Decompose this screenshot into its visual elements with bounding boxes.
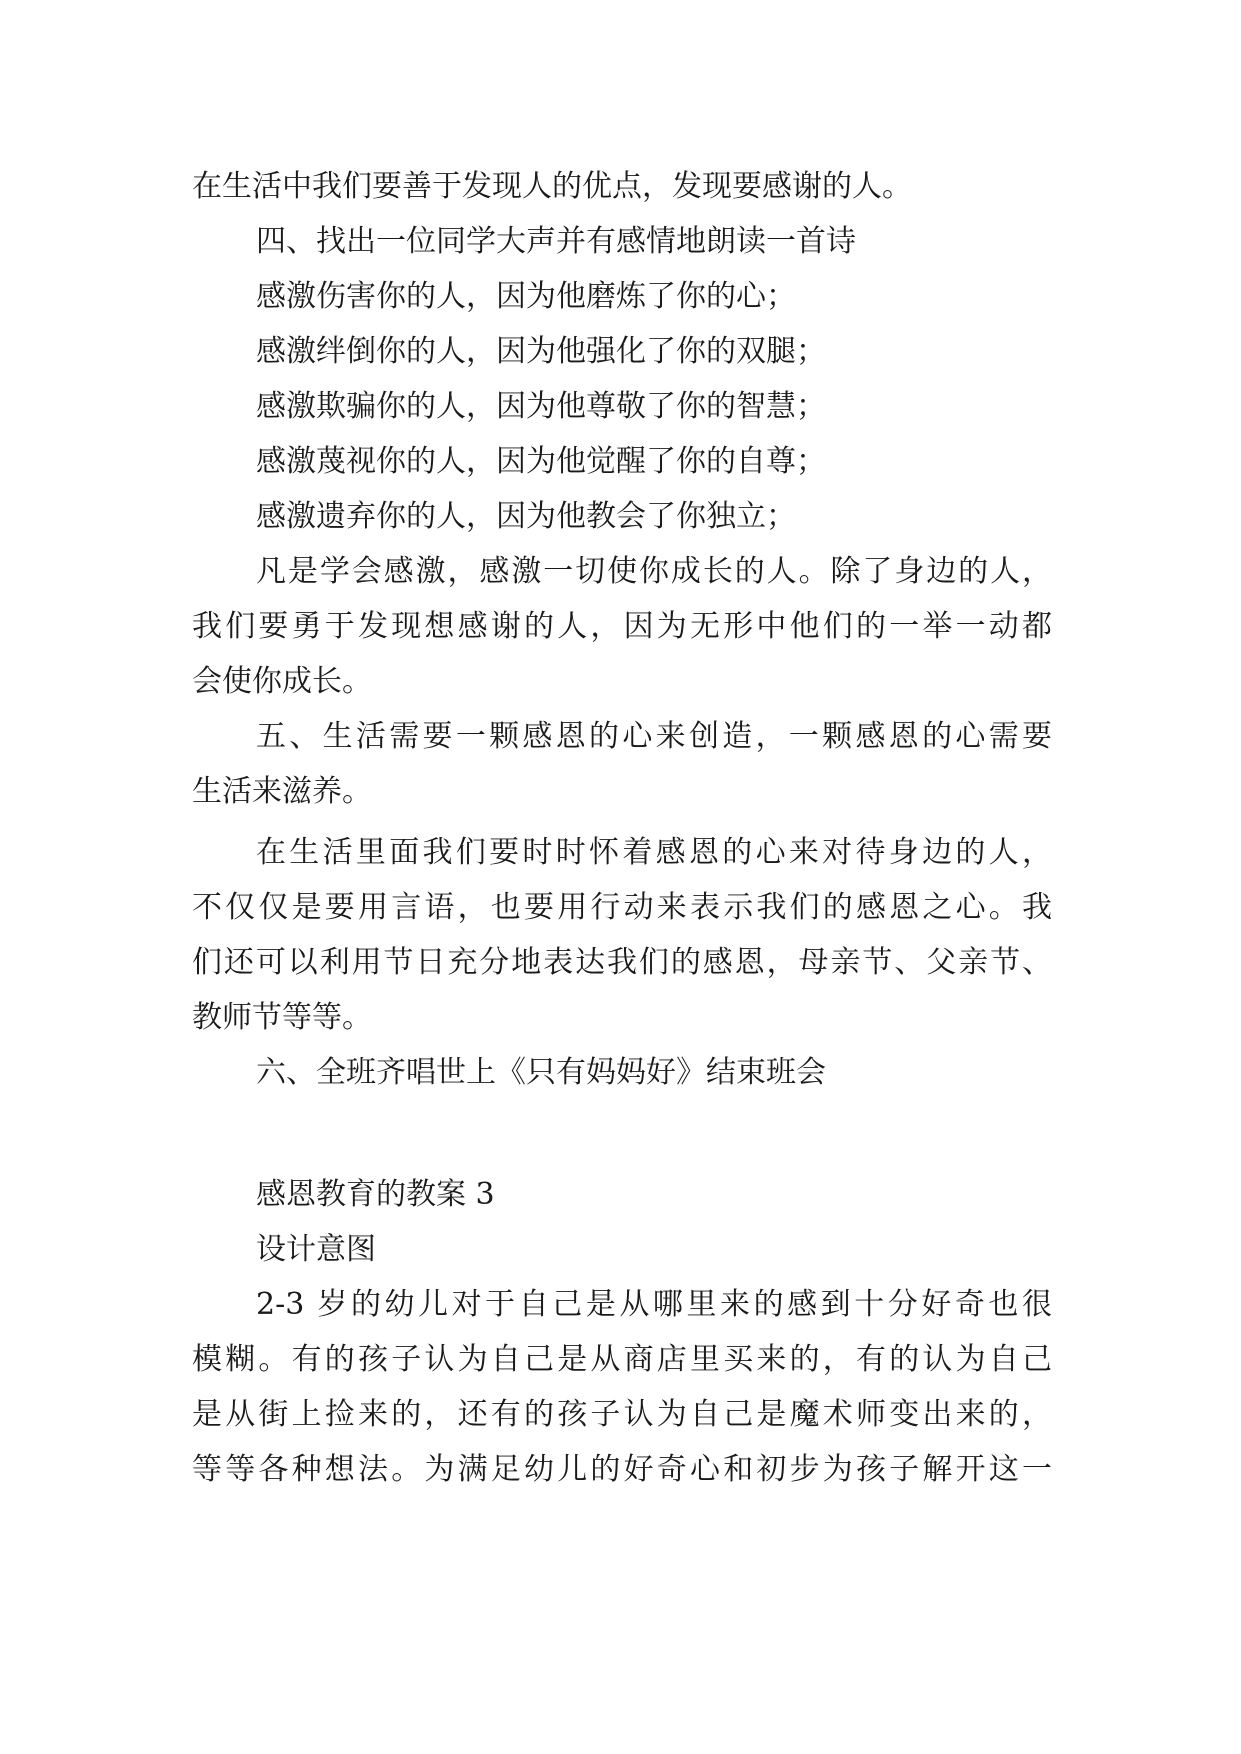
section-heading-4: 四、找出一位同学大声并有感情地朗读一首诗	[256, 224, 856, 259]
paragraph-line: 会使你成长。	[192, 664, 372, 699]
poem-line: 感激绊倒你的人，因为他强化了你的双腿；	[256, 334, 826, 369]
paragraph-line: 是从街上捡来的，还有的孩子认为自己是魔术师变出来的，	[192, 1397, 1052, 1432]
paragraph-line: 教师节等等。	[192, 1000, 372, 1035]
paragraph-line: 凡是学会感激，感激一切使你成长的人。除了身边的人，	[256, 554, 1052, 589]
poem-line: 感激伤害你的人，因为他磨炼了你的心；	[256, 279, 796, 314]
paragraph-line: 模糊。有的孩子认为自己是从商店里买来的，有的认为自己	[192, 1342, 1052, 1377]
poem-line: 感激蔑视你的人，因为他觉醒了你的自尊；	[256, 444, 826, 479]
paragraph-line: 们还可以利用节日充分地表达我们的感恩，母亲节、父亲节、	[192, 945, 1052, 980]
section-heading-5-cont: 生活来滋养。	[192, 774, 372, 809]
poem-line: 感激遗弃你的人，因为他教会了你独立；	[256, 499, 796, 534]
paragraph-line: 在生活里面我们要时时怀着感恩的心来对待身边的人，	[256, 835, 1052, 870]
paragraph-line: 不仅仅是要用言语，也要用行动来表示我们的感恩之心。我	[192, 890, 1052, 925]
section-heading-6: 六、全班齐唱世上《只有妈妈好》结束班会	[256, 1055, 826, 1090]
paragraph-line: 我们要勇于发现想感谢的人，因为无形中他们的一举一动都	[192, 609, 1052, 644]
section-heading-5: 五、生活需要一颗感恩的心来创造，一颗感恩的心需要	[256, 719, 1052, 754]
paragraph-line: 在生活中我们要善于发现人的优点，发现要感谢的人。	[192, 169, 912, 204]
design-intent-heading: 设计意图	[256, 1232, 376, 1267]
lesson-plan-title: 感恩教育的教案 3	[256, 1177, 495, 1212]
paragraph-line: 2-3 岁的幼儿对于自己是从哪里来的感到十分好奇也很	[256, 1287, 1052, 1322]
poem-line: 感激欺骗你的人，因为他尊敬了你的智慧；	[256, 389, 826, 424]
paragraph-line: 等等各种想法。为满足幼儿的好奇心和初步为孩子解开这一	[192, 1452, 1052, 1487]
